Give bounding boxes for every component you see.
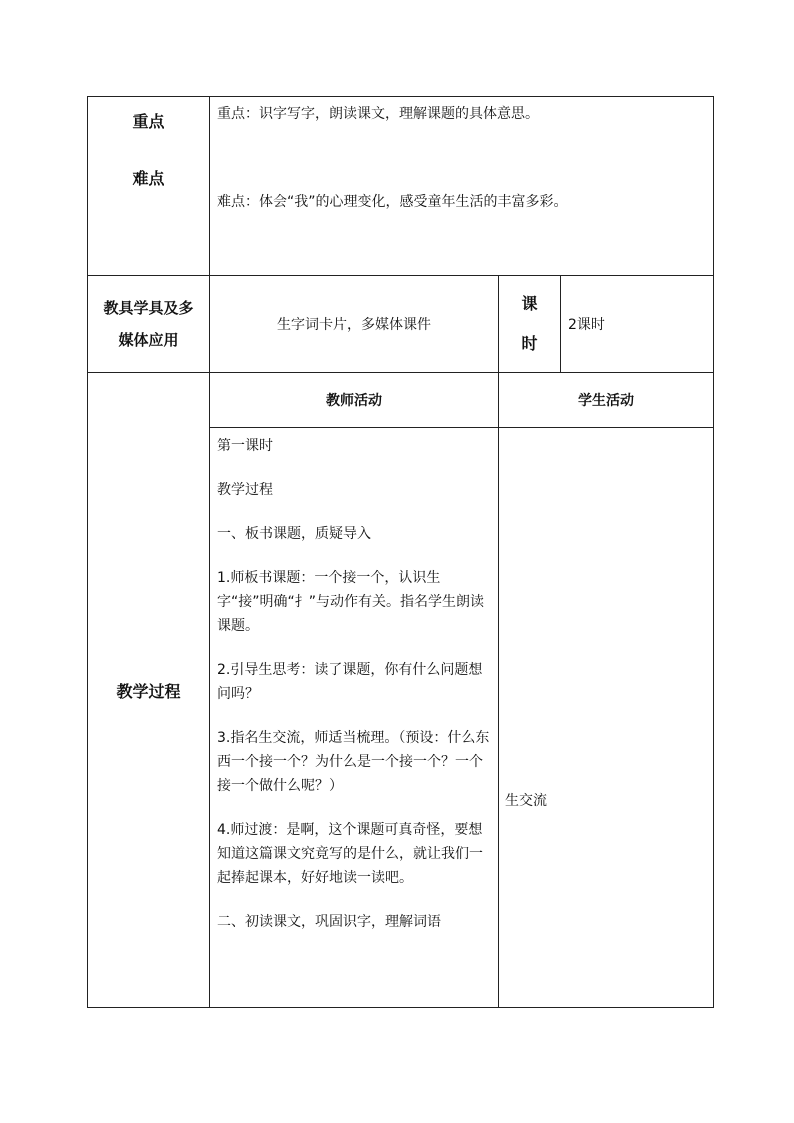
student-activity-cell [499, 428, 714, 1008]
key-points-label-cell [88, 97, 210, 276]
teacher-line: 二、初读课文，巩固识字，理解词语 [217, 914, 441, 930]
period-value-cell [561, 276, 714, 373]
focus-label: 重点 [132, 112, 165, 131]
materials-label-cell [88, 276, 210, 373]
teacher-line: 3.指名生交流，师适当梳理。（预设：什么东西一个接一个？为什么是一个接一个？一个接一个做什么呢？） [217, 730, 490, 794]
period-label-2: 时 [521, 334, 538, 353]
materials-value: 生字词卡片，多媒体课件 [277, 317, 431, 333]
teacher-line: 2.引导生思考：读了课题，你有什么问题想问吗？ [217, 662, 483, 702]
focus-text: 重点：识字写字，朗读课文，理解课题的具体意思。 [217, 106, 539, 122]
process-label-cell [88, 373, 210, 1008]
lesson-plan-table [87, 96, 714, 1008]
difficulty-label: 难点 [132, 169, 165, 188]
teacher-activity-header: 教师活动 [210, 373, 499, 428]
teacher-line: 一、板书课题，质疑导入 [217, 526, 371, 542]
materials-label-line1: 教具学具及多 [103, 299, 194, 317]
key-points-content-cell [210, 97, 714, 276]
teacher-line: 4.师过渡：是啊，这个课题可真奇怪，要想知道这篇课文究竟写的是什么，就让我们一起捧起课本，好好地读一读吧。 [217, 822, 483, 886]
teacher-activity-cell [210, 428, 499, 1008]
key-points-row [88, 97, 714, 276]
materials-row [88, 276, 714, 373]
teacher-line: 第一课时 [217, 438, 273, 454]
period-label-cell [499, 276, 561, 373]
teacher-line: 1.师板书课题：一个接一个，认识生字“接”明确“扌”与动作有关。指名学生朗读课题。 [217, 570, 485, 634]
student-note: 生交流 [505, 793, 547, 809]
activity-header-row [88, 373, 714, 428]
period-label-1: 课 [521, 294, 538, 313]
teacher-line: 教学过程 [217, 482, 273, 498]
difficulty-text: 难点：体会“我”的心理变化，感受童年生活的丰富多彩。 [217, 194, 568, 210]
materials-value-cell [210, 276, 499, 373]
period-value: 2课时 [568, 317, 605, 333]
process-label: 教学过程 [116, 681, 181, 701]
student-activity-header: 学生活动 [499, 373, 714, 428]
materials-label-line2: 媒体应用 [118, 331, 179, 349]
